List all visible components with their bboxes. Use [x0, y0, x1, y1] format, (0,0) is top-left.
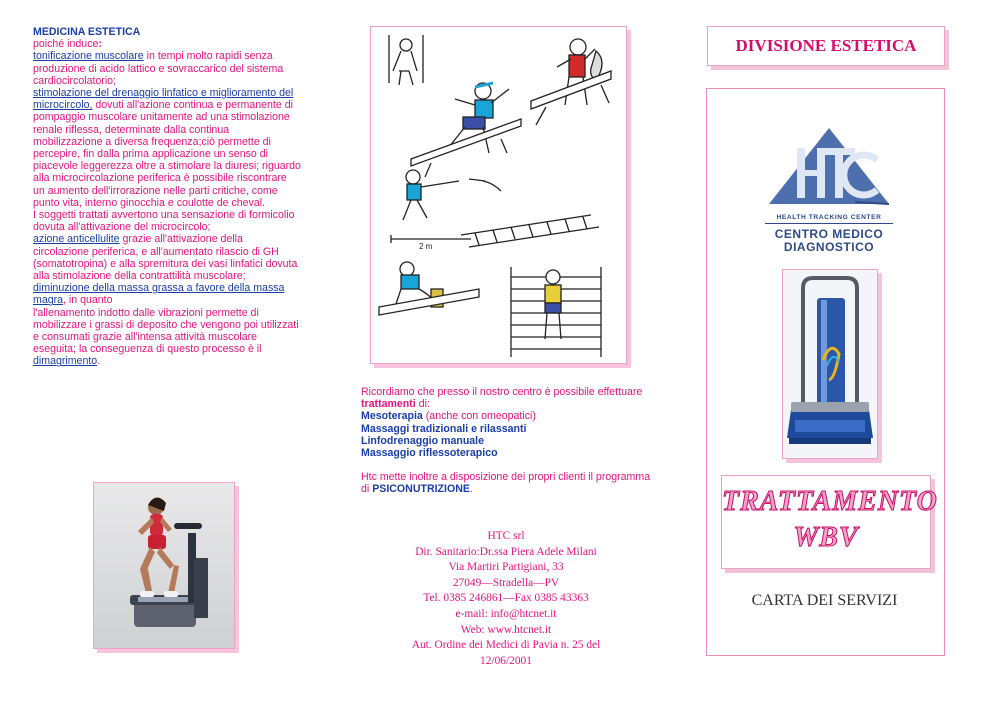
- contact-address-block: [361, 529, 651, 669]
- vibration-platform-icon: [783, 270, 877, 458]
- email-line: e-mail: info@htcnet.it: [455, 607, 557, 620]
- left-panel-text: MEDICINA ESTETICA poiché induce: tonificazione muscolare in tempi molto rapidi senza produzione di acido lattico e sovraccarico del sistema cardiocircolatorio; stimolazione del drenaggio linfatico e miglioramento del microcircolo, dovuti all'azione continua e permanente di pompaggio muscolare unitamente ad una stimolazione renale riflessa, determinate dalla continua mobilizzazione a diversa frequenza;ciò permette di percepire, fin dalla prima applicazione un senso di piacevole leggerezza oltre a stimolare la diuresi; riguardo alla microcircolazione periferica è possibile riscontrare un aumento dell'irrorazione nelle parti critiche, come punto vita, interno ginocchia e coulotte de cheval. I soggetti trattati avvertono una sensazione di formicolio dovuta all'attivazione del microcircolo; azione anticellulite grazie all'attivazione della circolazione periferica, e all'aumentato rilascio di GH (somatotropina) e alla spremitura dei vasi linfatici dovuta alla stimolazione della contrattilità muscolare; diminuzione della massa grassa a favore della massa magra, in quanto l'allenamento indotto dalle vibrazioni permette di mobilizzare i grassi di deposito che vengono poi utilizzati e consumati grazie all'intensa attività muscolare eseguita; la conseguenza di questo processo è il dimagrimento.: [33, 26, 301, 368]
- director-line: Dir. Sanitario:Dr.ssa Piera Adele Milani: [415, 545, 597, 558]
- treatments-keyword: trattamenti: [361, 398, 416, 411]
- service-massaggi: Massaggi tradizionali e rilassanti: [361, 422, 527, 435]
- benefit-link-drenaggio: stimolazione del drenaggio linfatico e miglioramento del microcircolo,: [33, 87, 294, 112]
- woman-exercise-illustration: [94, 483, 234, 648]
- woman-platform-photo: [93, 482, 235, 649]
- benefit-link-anticellulite: azione anticellulite: [33, 233, 120, 246]
- service-linfodrenaggio: Linfodrenaggio manuale: [361, 434, 485, 447]
- htc-logo-mark-icon: [765, 126, 893, 206]
- treatment-title-line-1: TRATTAMENTO: [722, 486, 938, 517]
- intro-text: poiché induce: [33, 38, 99, 51]
- logo-tagline: HEALTH TRACKING CENTER: [765, 214, 893, 224]
- company-name: HTC srl: [487, 530, 525, 542]
- psiconutrizione-keyword: PSICONUTRIZIONE: [372, 483, 470, 496]
- treatment-title-box: [721, 475, 938, 569]
- service-mesoterapia: Mesoterapia: [361, 410, 423, 423]
- sketch-distance-label: 2 m: [419, 242, 433, 251]
- logo-line-2: DIAGNOSTICO: [783, 240, 875, 254]
- benefit-link-dimagrimento: dimagrimento: [33, 355, 98, 368]
- services-charter-label: CARTA DEI SERVIZI: [751, 592, 898, 609]
- treatment-title-line-2: WBV: [793, 522, 859, 553]
- city-line: 27049—Stradella—PV: [452, 576, 560, 589]
- street-line: Via Martiri Partigiani, 33: [448, 561, 564, 574]
- wbv-machine-photo: [782, 269, 878, 459]
- service-riflessoterapico: Massaggio riflessoterapico: [361, 447, 498, 460]
- section-title: MEDICINA ESTETICA: [33, 26, 141, 38]
- benefit-link-tonificazione: tonificazione muscolare: [33, 50, 144, 63]
- kids-exercise-sketch: [371, 27, 626, 363]
- web-line: Web: www.htcnet.it: [460, 623, 552, 636]
- division-heading: DIVISIONE ESTETICA: [707, 26, 945, 66]
- htc-logo: [765, 126, 893, 258]
- services-text: Ricordiamo che presso il nostro centro è possibile effettuare trattamenti di: Mesoterapia (anche con omeopatici) Massaggi tradizionali e rilassanti Linfodrenaggio manuale Massaggio riflessoterapico Htc mette inoltre a disposizione dei propri clienti il programma di PSICONUTRIZIONE.: [361, 386, 651, 496]
- phone-line: Tel. 0385 246861—Fax 0385 43363: [423, 592, 589, 605]
- logo-line-1: CENTRO MEDICO: [774, 227, 884, 241]
- authorization-line: Aut. Ordine dei Medici di Pavia n. 25 del: [411, 639, 601, 652]
- exercise-sketch-image: [370, 26, 627, 364]
- authorization-date-line: 12/06/2001: [480, 654, 532, 667]
- benefit-link-massa-magra: diminuzione della massa grassa a favore della massa magra: [33, 282, 285, 307]
